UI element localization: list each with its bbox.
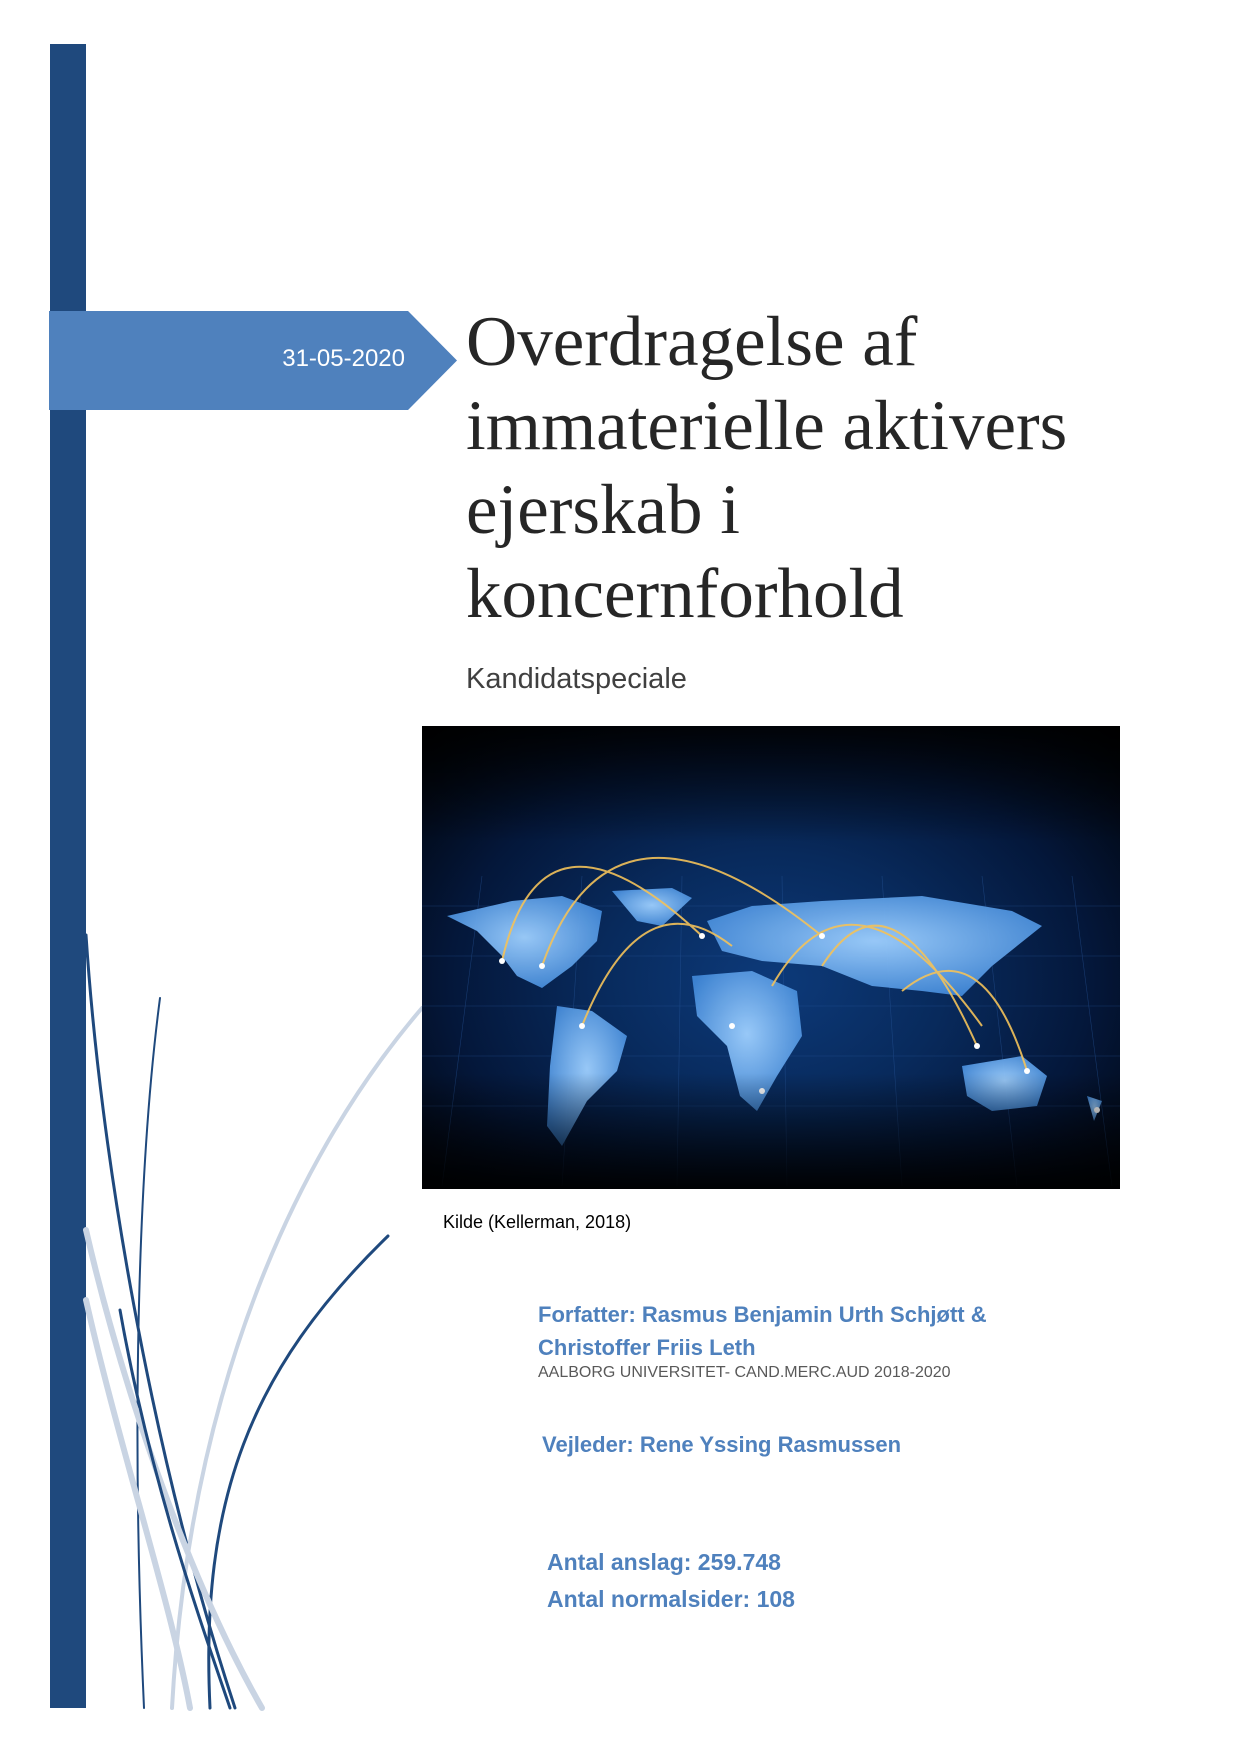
subtitle: Kandidatspeciale [466,663,687,695]
author-line: Forfatter: Rasmus Benjamin Urth Schjøtt & [538,1302,987,1327]
advisor-line: Vejleder: Rene Yssing Rasmussen [542,1432,902,1457]
title-line: ejerskab i [466,471,741,549]
normal-page-count: Antal normalsider: 108 [547,1586,795,1612]
university-line: AALBORG UNIVERSITET- CAND.MERC.AUD 2018-2020 [538,1364,951,1381]
image-caption: Kilde (Kellerman, 2018) [443,1212,632,1232]
date-label: 31-05-2020 [282,345,405,372]
title-line: Overdragelse af [466,303,918,381]
author-block [538,1298,987,1364]
keystroke-count: Antal anslag: 259.748 [547,1549,781,1575]
cover-image-world-network [422,726,1120,1189]
page-title [466,300,1186,636]
author-line: Christoffer Friis Leth [538,1335,756,1360]
title-line: immaterielle aktivers [466,387,1068,465]
stats-block [547,1544,795,1618]
title-line: koncernforhold [466,555,904,633]
